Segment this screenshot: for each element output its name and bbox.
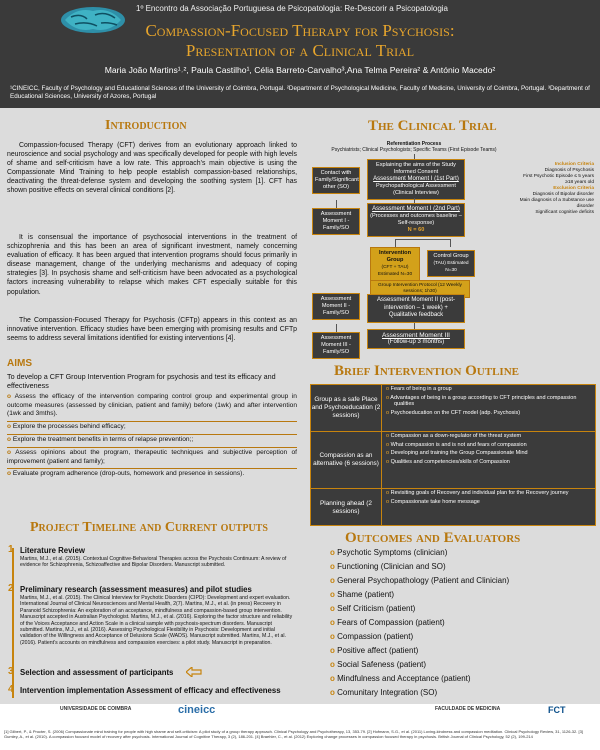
protocol-box: Group Intervention Protocol (12 Weekly sessions; 1h30)	[370, 280, 470, 298]
outline-phase-label: Planning ahead (2 sessions)	[320, 499, 372, 515]
fct-logo: FCT	[548, 705, 566, 715]
step-number: 1	[8, 544, 14, 555]
step-number: 2	[8, 583, 14, 594]
outcome-item: o Self Criticism (patient)	[330, 604, 415, 614]
am1b-text: (Processes and outcomes baseline – Self-response)	[370, 213, 462, 226]
outcome-item: o Positive affect (patient)	[330, 646, 418, 656]
aim-bullet: o Explore the processes behind efficacy;	[7, 423, 297, 432]
ig-title: Intervention Group	[378, 250, 411, 263]
intro-paragraph-3: The Compassion-Focused Therapy for Psychosis (CFTp) appears in this context as an innovative intervention. Efficacy studies have been emerging with promising results and CFTp seems to address several limitations identified for existing interventions [4].	[7, 317, 297, 343]
outcome-item: o Mindfulness and Acceptance (patient)	[330, 674, 471, 684]
timeline-heading: Project Timeline and Current outputs	[30, 520, 268, 535]
am3-box	[367, 329, 465, 349]
outcome-item: o Comunitary Integration (SO)	[330, 688, 437, 698]
outcome-item: o Compassion (patient)	[330, 632, 413, 642]
outcome-item: o Social Safeness (patient)	[330, 660, 426, 670]
poster-header	[0, 0, 600, 108]
referral-title: Referentiation Process	[386, 141, 442, 147]
outline-heading: Brief Intervention Outline	[334, 363, 519, 379]
step-title: Preliminary research (assessment measures) and pilot studies	[20, 585, 252, 594]
referral-sources: Psychiatrists; Clinical Psychologists; Specific Teams (First Episode Teams)	[331, 147, 497, 153]
exclusion-title: Exclusion Criteria	[553, 186, 594, 191]
am1a-title: Assessment Moment I (1st Part)	[373, 176, 459, 182]
ig-text: (CFT + TAU) Estimated N=30	[377, 265, 413, 277]
aim-bullet: o Evaluate program adherence (drop-outs, homework and presence in sessions).	[7, 470, 297, 479]
intro-paragraph-2: It is consensual the importance of psychosocial interventions in the treatment of schizophrenia and this has been an area of significant investment, namely concerning evaluation of efficacy. It has been argued that intervention programs should focus primarily in disease management, change of the underlying mechanisms and adequacy of coping strategies [3]. In psychosis shame and self-criticism have been advocated as a psychological factors increasing vulnerability to relapse which makes CFT especially suitable for this population.	[7, 234, 297, 296]
am1a-text: Psychopathological Assessment (Clinical Interview)	[376, 183, 456, 196]
outline-item: o Developing and training the Group Compassionate Mind	[382, 449, 596, 458]
inclusion-title: Inclusion Criteria	[554, 162, 594, 167]
control-group-box	[427, 250, 475, 277]
outline-item: o Fears of being in a group	[382, 385, 596, 394]
conference-name: 1º Encontro da Associação Portuguesa de Psicopatologia: Re-Descorir a Psicopatologia	[136, 4, 448, 13]
aim-bullet: o Explore the treatment benefits in terms of relapse prevention;;	[7, 436, 297, 445]
arrow-left-icon	[186, 667, 202, 677]
am2-box: Assessment Moment II (post-intervention – 1 week) + Qualitative feedback	[367, 294, 465, 323]
authors: Maria João Martins¹˒², Paula Castilho¹, Célia Barreto-Carvalho³,Ana Telma Pereira² & António Macedo²	[104, 65, 496, 75]
consent-text: Explaining the aims of the Study Informed Consent	[376, 162, 456, 175]
criterion: ≥18 years old	[565, 180, 594, 185]
aim-bullet: o Assess the efficacy of the intervention comparing control group and experimental group in outcome measures (assessed by clinician, patient and family) before (1wk) and after intervention (1wk and 3mths).	[7, 393, 297, 419]
intro-paragraph-1: Compassion-focused Therapy (CFT) derives from an evolutionary approach linked to neuroscience and social psychology and was specifically developed for people with high levels of shame and self-criticism have a low rate. This approach’s main objective is using the Compassionate Mind Training to help people establish compassion-based relationships, deactivating the threat-defense system and developing the soothing system [1]. CFT has shown positive effects on several clinical conditions [2].	[7, 142, 297, 195]
step-title: Literature Review	[20, 546, 85, 555]
aim-bullet: o Assess opinions about the program, therapeutic techniques and subjective perception of improvement (patient and family);	[7, 449, 297, 466]
outcomes-heading: Outcomes and Evaluators	[345, 530, 521, 546]
intervention-group-box	[370, 247, 420, 281]
clinical-trial-heading: The Clinical Trial	[368, 118, 497, 134]
criteria-panel	[502, 162, 594, 216]
outline-phase-label: Group as a safe Place and Psychoeducation (2 sessions)	[311, 396, 381, 419]
criterion: First Psychotic Episode ≤ 5 years	[523, 174, 594, 179]
criterion: Diagnosis of Bipolar disorder	[532, 192, 594, 197]
step-number: 4	[8, 684, 14, 695]
am2-family-box: Assessment Moment II - Family/SO	[312, 293, 360, 320]
aims-text: To develop a CFT Group Intervention Program for psychosis and test its efficacy and effectiveness	[7, 372, 276, 390]
outcome-item: o Shame (patient)	[330, 590, 394, 600]
step-text: Martins, M.J., et al. (2015). The Clinical Interview for Psychotic Disorders (CIPD): Development and expert evaluation. International Journal of Clinical Neurosciences and Mental Health, 2(7). Martins, M.J., et al. (in press) Recovery in Paranoid Schizophrenia: An exploration of an acceptance, mindfulness and compassion-based group intervention. Manuscript accepted in Australian Psychologist. Martins, M.J., et al. (2016). Exploring the factor structure and reliability of the Voices Acceptance and Action Scale in a clinical sample with psychosis-spectrum disorders. Manuscript submitted. Martins, M.J., et al. (2016). Assessing Psychological Flexibility in Psychosis: Development and initial validation of the Willingness and Acceptance of Delusions Scale (WADS). Manuscript submitted. Martins, M.J., et al. (2016). Patient’s accounts on mindfulness and compassion exercises: a pilot study. Manuscript in preparation.	[20, 595, 293, 646]
step-title: Selection and assessment of participants	[20, 668, 174, 677]
am3-family-box: Assessment Moment III - Family/SO	[312, 332, 360, 359]
poster-title-line2: Presentation of a Clinical Trial	[185, 41, 415, 60]
outcome-item: o Fears of Compassion (patient)	[330, 618, 445, 628]
uc-logo: UNIVERSIDADE DE COIMBRA	[60, 706, 132, 712]
sample-size: N = 60	[407, 227, 425, 233]
am1-family-box: Assessment Moment I - Family/SO	[312, 208, 360, 235]
cg-text: (TAU) Estimated N=30	[433, 261, 469, 273]
references: [1] Gilbert, P., & Procter, S. (2006) Compassionate mind training for people with high shame and self-criticism: A pilot study of a group therapy approach. Clinical Psychology and Psychotherapy, 13, 353-79. [2] Hofmann, S.G., et al. (2011) Loving-kindness and compassion meditation. Clinical Psychology Review, 31, 1126-32. [3] Gumley, A., et al. (2010). A compassion focused model of recovery after psychosis. International Journal of Cognitive Therapy, 3 (2), 186-201. [4] Braehler, C., et al. (2012) Exploring change processes in compassion focused therapy in psychosis. British Journal of Clinical Psychology, 52 (2), 199-214	[4, 729, 583, 739]
outcome-item: o Psychotic Symptoms (clinician)	[330, 548, 447, 558]
outline-item: o Compassionate take home message	[382, 498, 596, 507]
introduction-heading: Introduction	[105, 118, 187, 133]
outline-item: o Advantages of being in a group according to CFT principles and compassion qualities	[382, 394, 596, 409]
am3-title: Assessment Moment III	[382, 332, 450, 339]
criterion: Main diagnosis of a Substance use disorder	[519, 198, 594, 209]
step-title: Intervention implementation Assessment of efficacy and effectiveness	[20, 686, 281, 695]
criterion: Significant cognitive deficits	[535, 210, 594, 215]
outline-item: o Psychoeducation on the CFT model (adp. Psychosis)	[382, 409, 596, 418]
am1b-box	[367, 203, 465, 237]
consent-box	[367, 159, 465, 200]
outline-table	[310, 384, 596, 526]
outline-item: o What compassion is and is not and fears of compassion	[382, 441, 596, 450]
outcome-item: o General Psychopathology (Patient and Clinician)	[330, 576, 509, 586]
outcome-item: o Functioning (Clinician and SO)	[330, 562, 446, 572]
fmuc-logo: FACULDADE DE MEDICINA	[435, 706, 501, 712]
outline-phase-label: Compassion as an alternative (6 sessions)	[313, 452, 379, 467]
outline-item: o Revisiting goals of Recovery and individual plan for the Recovery journey	[382, 489, 596, 498]
poster-title-line1: Compassion-Focused Therapy for Psychosis:	[145, 21, 455, 40]
step-text: Martins, M.J., et al. (2015). Contextual Cognitive-Behavioral Therapies across the Psychosis Continuum: A review of evidence for Schizophrenia, Schizoaffective and Bipolar Disorders. Manuscript submitted.	[20, 556, 287, 569]
outline-item: o Qualities and competencies/skills of Compassion	[382, 458, 596, 467]
outline-item: o Compassion as a down-regulator of the threat system	[382, 432, 596, 441]
cineicc-logo: cineicc	[178, 704, 216, 716]
cg-title: Control Group	[433, 253, 469, 259]
contact-family-box: Contact with Family/Significant other (SO)	[312, 167, 360, 194]
am3-text: (Follow-up 3 months)	[387, 339, 445, 345]
am1b-title: Assessment Moment I (2nd Part)	[372, 206, 460, 212]
affiliations: ¹CINEICC, Faculty of Psychology and Educational Sciences of the University of Coimbra, Portugal. ²Department of Psychological Medicine, Faculty of Medicine, University of Coimbra, Portugal. ³Department of Educational Sciences, University of Azores, Portugal	[10, 85, 590, 100]
step-number: 3	[8, 666, 14, 677]
aims-heading: AIMS	[7, 358, 32, 369]
criterion: Diagnosis of Psychosis	[544, 168, 594, 173]
